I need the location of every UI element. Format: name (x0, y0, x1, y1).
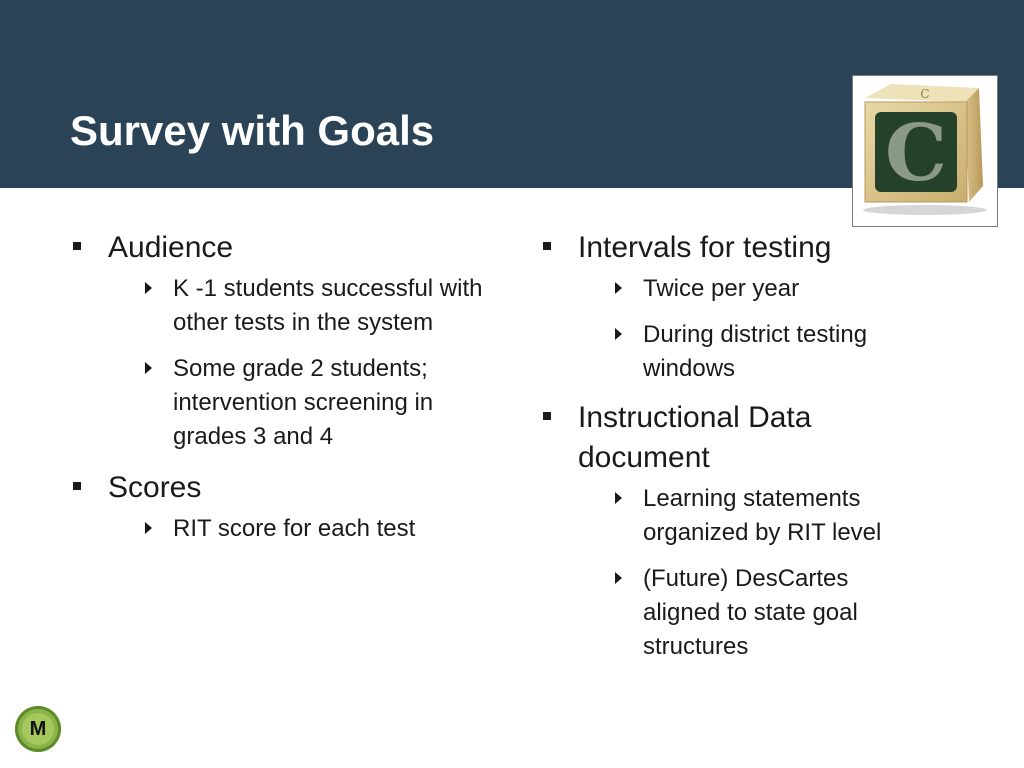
left-column (70, 228, 500, 558)
arrow-bullet-icon (145, 362, 152, 374)
arrow-bullet-icon (615, 492, 622, 504)
svg-text:C: C (920, 87, 930, 101)
block-letter: C (884, 108, 948, 199)
sub-bullet-text: K -1 students successful with other tests in the system (173, 275, 483, 336)
logo-letter: M (22, 713, 54, 745)
sub-bullet (173, 512, 500, 546)
slide-title: Survey with Goals (70, 107, 435, 154)
square-bullet-icon (73, 242, 81, 250)
bullet-instructional-data (540, 398, 898, 478)
bullet-intervals (540, 228, 960, 268)
bullet-audience (70, 228, 500, 268)
sub-bullet-text: RIT score for each test (173, 515, 416, 542)
square-bullet-icon (543, 242, 551, 250)
arrow-bullet-icon (615, 328, 622, 340)
bullet-label: Audience (108, 231, 234, 264)
square-bullet-icon (73, 482, 81, 490)
bullet-scores (70, 468, 500, 508)
m-logo-icon (15, 706, 61, 752)
sub-bullet (173, 272, 500, 340)
arrow-bullet-icon (145, 522, 152, 534)
letter-c-block-icon (853, 76, 997, 226)
right-column (540, 228, 960, 676)
sub-bullet (643, 272, 960, 306)
sub-bullet-text: (Future) DesCartes aligned to state goal structures (643, 565, 858, 660)
letter-c-block-image (852, 75, 998, 227)
sub-bullet-text: Twice per year (643, 275, 800, 302)
bullet-label: Intervals for testing (578, 231, 832, 264)
sub-bullet (643, 482, 943, 550)
sub-bullet-text: Learning statements organized by RIT level (643, 485, 882, 546)
sub-bullet-text: Some grade 2 students; intervention screening in grades 3 and 4 (173, 355, 434, 450)
arrow-bullet-icon (615, 572, 622, 584)
arrow-bullet-icon (145, 282, 152, 294)
sub-bullet (173, 352, 500, 454)
sub-bullet-text: During district testing windows (643, 321, 868, 382)
bullet-label: Instructional Data document (578, 401, 812, 474)
bullet-label: Scores (108, 471, 202, 504)
arrow-bullet-icon (615, 282, 622, 294)
sub-bullet (643, 562, 923, 664)
sub-bullet (643, 318, 933, 386)
square-bullet-icon (543, 412, 551, 420)
